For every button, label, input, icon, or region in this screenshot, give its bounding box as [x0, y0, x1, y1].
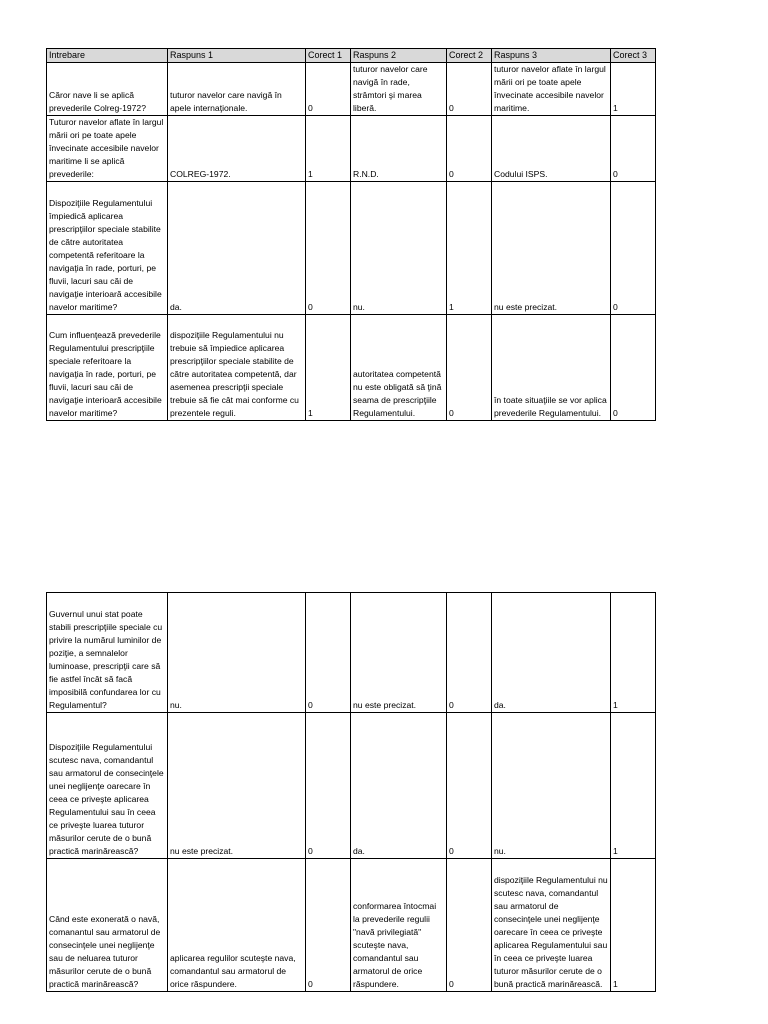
question-cell: Când este exonerată o navă, comanantul sau armatorul de consecinţele unei neglijenţe sau de neluarea tuturor măsurilor cerute de o bună practică marinărească? [47, 859, 168, 992]
answer-2-cell: nu este precizat. [351, 593, 447, 713]
answer-1-cell: nu. [168, 593, 306, 713]
table-row [47, 315, 656, 421]
table-row [47, 859, 656, 992]
answer-3-cell: dispoziţiile Regulamentului nu scutesc nava, comandantul sau armatorul de consecinţele unei neglijenţe oarecare în ceea ce priveşte aplicarea Regulamentului sau în ceea ce priveşte luarea tuturor măsurilor cerute de o bună practică marinărească. [492, 859, 611, 992]
correct-1-cell: 1 [306, 116, 351, 182]
answer-1-cell: COLREG-1972. [168, 116, 306, 182]
question-cell: Cum influenţează prevederile Regulamentului prescripţiile speciale referitoare la navigaţia în rade, porturi, pe fluvii, lacuri sau căi de navigaţie interioară accesibile navelor maritime? [47, 315, 168, 421]
question-cell: Tuturor navelor aflate în largul mării ori pe toate apele învecinate accesibile navelor maritime li se aplică prevederile: [47, 116, 168, 182]
table-row [47, 593, 656, 713]
quiz-table-1 [46, 48, 656, 421]
answer-2-cell: autoritatea competentă nu este obligată să ţină seama de prescripţiile Regulamentului. [351, 315, 447, 421]
table-row [47, 116, 656, 182]
header-raspuns-3: Raspuns 3 [492, 49, 611, 63]
correct-1-cell: 0 [306, 713, 351, 859]
answer-2-cell: R.N.D. [351, 116, 447, 182]
quiz-table-2 [46, 592, 656, 992]
answer-3-cell: în toate situaţiile se vor aplica prevederile Regulamentului. [492, 315, 611, 421]
table-row [47, 182, 656, 315]
correct-3-cell: 1 [611, 593, 656, 713]
correct-1-cell: 1 [306, 315, 351, 421]
question-cell: Căror nave li se aplică prevederile Colreg-1972? [47, 63, 168, 116]
correct-2-cell: 0 [447, 315, 492, 421]
header-corect-2: Corect 2 [447, 49, 492, 63]
correct-2-cell: 0 [447, 713, 492, 859]
answer-2-cell: conformarea întocmai la prevederile regulii "navă privilegiată" scuteşte nava, comandantul sau armatorul de orice răspundere. [351, 859, 447, 992]
correct-3-cell: 1 [611, 859, 656, 992]
correct-3-cell: 1 [611, 63, 656, 116]
header-corect-1: Corect 1 [306, 49, 351, 63]
header-corect-3: Corect 3 [611, 49, 656, 63]
answer-1-cell: dispoziţiile Regulamentului nu trebuie să împiedice aplicarea prescripţiilor speciale stabilite de către autoritatea competentă, dar asemenea prescripţii speciale trebuie să fie cât mai conforme cu prezentele reguli. [168, 315, 306, 421]
header-raspuns-2: Raspuns 2 [351, 49, 447, 63]
answer-2-cell: nu. [351, 182, 447, 315]
correct-3-cell: 0 [611, 182, 656, 315]
question-cell: Guvernul unui stat poate stabili prescripţiile speciale cu privire la numărul luminilor de poziţie, a semnalelor luminoase, prescripţii care să fie astfel încât să facă imposibilă confundarea lor cu Regulamentul? [47, 593, 168, 713]
header-raspuns-1: Raspuns 1 [168, 49, 306, 63]
answer-3-cell: nu este precizat. [492, 182, 611, 315]
header-row [47, 49, 656, 63]
answer-2-cell: da. [351, 713, 447, 859]
answer-3-cell: da. [492, 593, 611, 713]
correct-1-cell: 0 [306, 593, 351, 713]
question-cell: Dispoziţiile Regulamentului scutesc nava, comandantul sau armatorul de consecinţele unei neglijenţe oarecare în ceea ce priveşte aplicarea Regulamentului sau în ceea ce priveşte luarea tuturor măsurilor cerute de o bună practică marinărească? [47, 713, 168, 859]
correct-2-cell: 1 [447, 182, 492, 315]
answer-1-cell: da. [168, 182, 306, 315]
answer-3-cell: tuturor navelor aflate în largul mării ori pe toate apele învecinate accesibile navelor maritime. [492, 63, 611, 116]
correct-3-cell: 0 [611, 315, 656, 421]
correct-2-cell: 0 [447, 63, 492, 116]
answer-3-cell: nu. [492, 713, 611, 859]
answer-1-cell: tuturor navelor care navigă în apele internaţionale. [168, 63, 306, 116]
correct-3-cell: 0 [611, 116, 656, 182]
question-cell: Dispoziţiile Regulamentului împiedică aplicarea prescripţiilor speciale stabilite de către autoritatea competentă referitoare la navigaţia în rade, porturi, pe fluvii, lacuri sau căi de navigaţie interioară accesibile navelor maritime? [47, 182, 168, 315]
correct-1-cell: 0 [306, 63, 351, 116]
correct-3-cell: 1 [611, 713, 656, 859]
correct-2-cell: 0 [447, 859, 492, 992]
correct-2-cell: 0 [447, 593, 492, 713]
answer-3-cell: Codului ISPS. [492, 116, 611, 182]
answer-1-cell: aplicarea regulilor scuteşte nava, comandantul sau armatorul de orice răspundere. [168, 859, 306, 992]
table-row [47, 63, 656, 116]
header-intrebare: Intrebare [47, 49, 168, 63]
answer-1-cell: nu este precizat. [168, 713, 306, 859]
correct-2-cell: 0 [447, 116, 492, 182]
correct-1-cell: 0 [306, 859, 351, 992]
correct-1-cell: 0 [306, 182, 351, 315]
table-row [47, 713, 656, 859]
answer-2-cell: tuturor navelor care navigă în rade, strâmtori şi marea liberă. [351, 63, 447, 116]
